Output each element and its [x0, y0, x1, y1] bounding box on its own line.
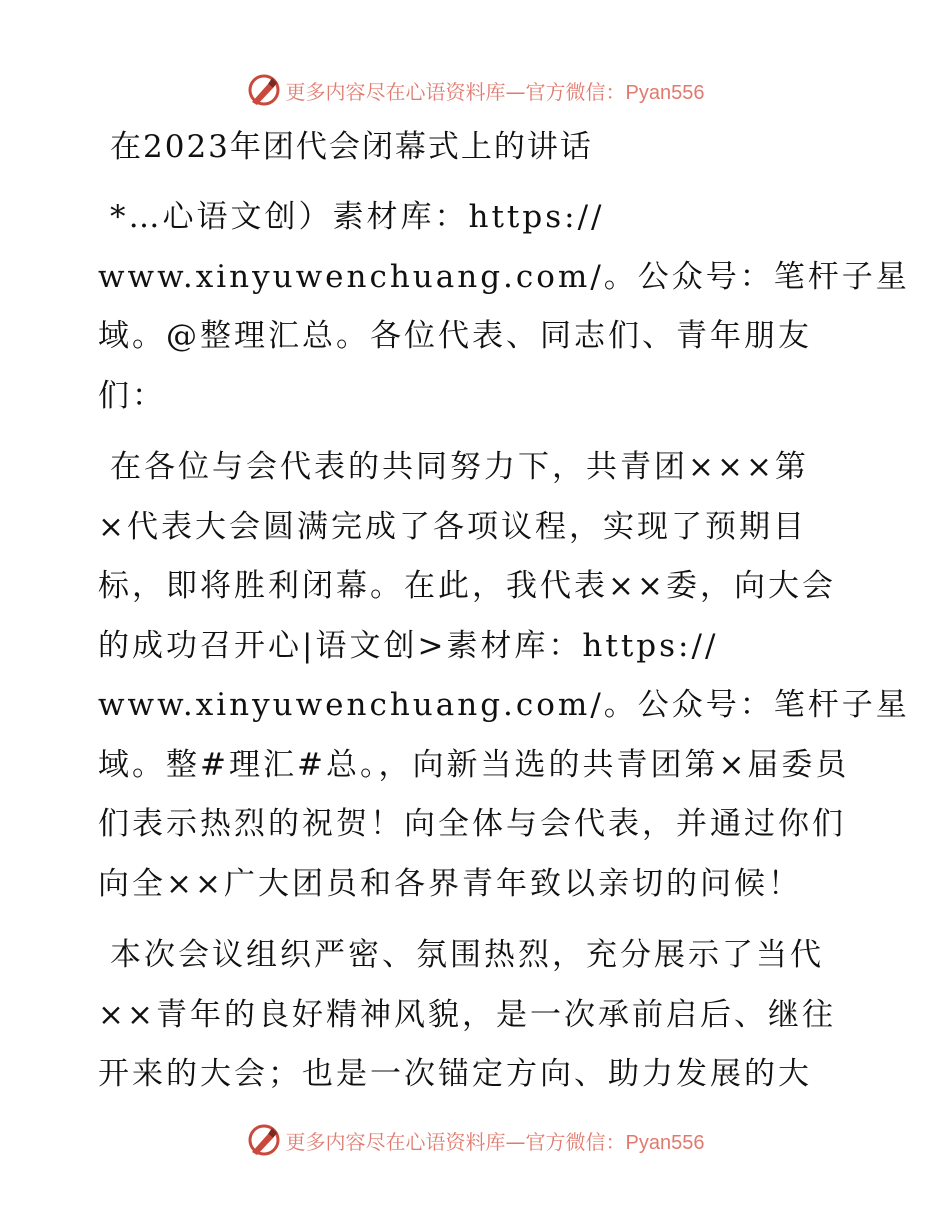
wechat-id: Pyan556: [625, 81, 705, 104]
paragraph-line: 向全××广大团员和各界青年致以亲切的问候！: [98, 865, 802, 902]
paragraph-1: [98, 188, 910, 426]
paragraph-line: 们：: [98, 377, 166, 414]
header-banner-text: 更多内容尽在心语资料库—官方微信：Pyan556: [285, 79, 705, 104]
paragraph-line: www.xinyuwenchuang.com/。公众号：笔杆子星: [98, 258, 910, 295]
paragraph-line: 开来的大会；也是一次锚定方向、助力发展的大: [98, 1056, 812, 1092]
paragraph-line: 在各位与会代表的共同努力下，共青团×××第: [110, 449, 809, 485]
paragraph-line: 们表示热烈的祝贺！向全体与会代表，并通过你们: [98, 806, 846, 842]
paragraph-line: 的成功召开心|语文创>素材库：https://: [98, 627, 719, 664]
document-body: [98, 118, 910, 1117]
document-title: 在2023年团代会闭幕式上的讲话: [110, 129, 593, 165]
footer-banner: [0, 1120, 950, 1160]
footer-banner-text: 更多内容尽在心语资料库—官方微信：Pyan556: [285, 1129, 705, 1154]
paragraph-line: ×代表大会圆满完成了各项议程，实现了预期目: [98, 508, 807, 545]
wechat-id: Pyan556: [625, 1131, 705, 1154]
pen-logo-icon: [246, 1122, 282, 1158]
paragraph-line: 本次会议组织严密、氛围热烈，充分展示了当代: [110, 937, 824, 973]
paragraph-2: [98, 438, 910, 914]
paragraph-line: 域。@整理汇总。各位代表、同志们、青年朋友: [98, 318, 812, 354]
paragraph-line: 域。整#理汇#总。，向新当选的共青团第×届委员: [98, 746, 850, 783]
paragraph-line: www.xinyuwenchuang.com/。公众号：笔杆子星: [98, 687, 910, 723]
paragraph-line: *…心语文创）素材库：https://: [110, 199, 605, 235]
header-banner: [0, 70, 950, 110]
paragraph-line: ××青年的良好精神风貌，是一次承前启后、继往: [98, 996, 836, 1033]
pen-logo-icon: [246, 72, 282, 108]
paragraph-line: 标，即将胜利闭幕。在此，我代表××委，向大会: [98, 568, 836, 604]
paragraph-3: [98, 926, 858, 1105]
